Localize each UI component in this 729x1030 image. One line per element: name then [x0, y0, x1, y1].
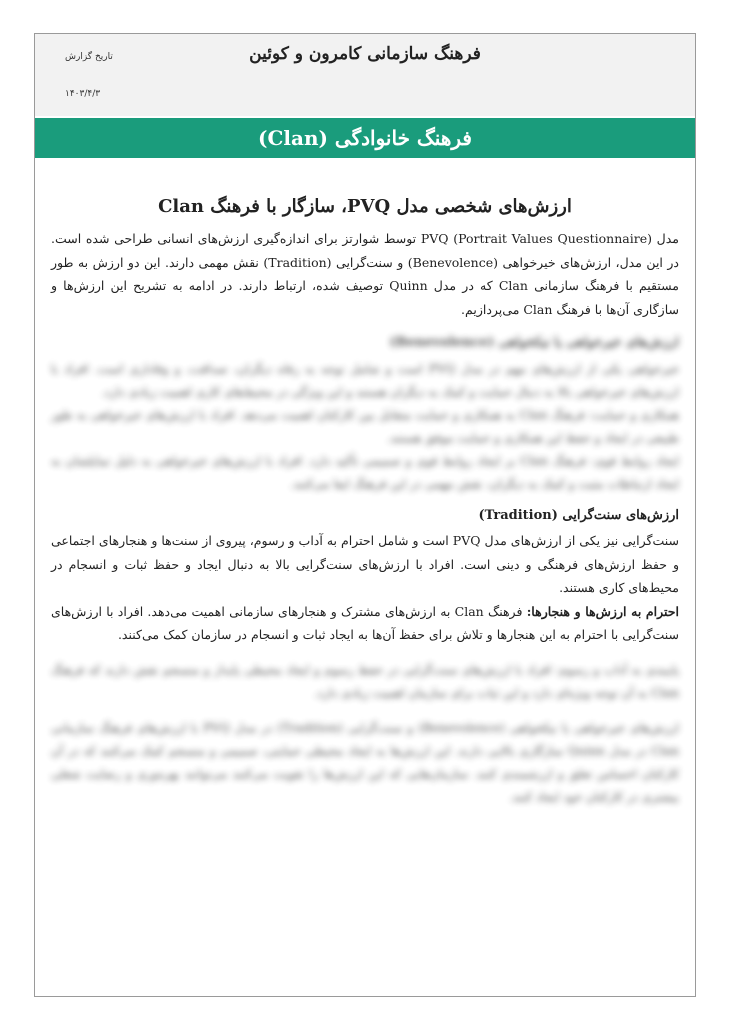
- document-page: [34, 33, 696, 997]
- respect-lead: احترام به ارزش‌ها و هنجارها:: [526, 603, 680, 619]
- tradition-heading: ارزش‌های سنت‌گرایی (Tradition): [478, 508, 679, 523]
- document-title: فرهنگ سازمانی کامرون و کوئین: [249, 44, 481, 64]
- report-date-label: تاریخ گزارش: [65, 52, 113, 62]
- tradition-paragraph: سنت‌گرایی نیز یکی از ارزش‌های مدل PVQ است و شامل احترام به آداب و رسوم، پیروی از سنت‌ها و هنجارهای اجتماعی و حفظ ارزش‌های فرهنگی و دینی است. افراد با ارزش‌های سنت‌گرایی بالا به دنبال ایجاد و حفظ ثبات و انسجام در محیط‌های کاری هستند.: [51, 533, 679, 595]
- section-heading: ارزش‌های شخصی مدل PVQ، سازگار با فرهنگ Clan: [158, 196, 572, 217]
- blurred-heading: ارزش‌های خیرخواهی یا نیکخواهی (Benevolence): [389, 335, 679, 350]
- document-content: [51, 158, 679, 809]
- blurred-paragraph: ارزش‌های خیرخواهی یا نیکخواهی (Benevolence) و سنت‌گرایی (Tradition) در مدل PVQ با ارزش‌های فرهنگ سازمانی Clan در مدل Quinn سازگاری بالایی دارند. این ارزش‌ها به ایجاد محیطی حمایتی، صمیمی و منسجم کمک می‌کنند که در آن کارکنان احساس تعلق و ارزشمندی کنند. سازمان‌هایی که این ارزش‌ها را تقویت می‌کنند می‌توانند بهره‌وری و رضایت شغلی بیشتری در کارکنان خود ایجاد کنند.: [51, 720, 679, 804]
- tradition-respect-paragraph: [51, 600, 679, 647]
- intro-paragraph: مدل PVQ (Portrait Values Questionnaire) توسط شوارتز برای اندازه‌گیری ارزش‌های انسانی طراحی شده است. در این مدل، ارزش‌های خیرخواهی (Benevolence) و سنت‌گرایی (Tradition) نقش مهمی دارند. این دو ارزش به طور مستقیم با فرهنگ سازمانی Clan که در مدل Quinn توصیف شده، ارتباط دارند. در ادامه به تشریح این ارزش‌ها و سازگاری آن‌ها با فرهنگ Clan می‌پردازیم.: [51, 231, 679, 317]
- blurred-paragraph: همکاری و حمایت: فرهنگ Clan به همکاری و حمایت متقابل بین کارکنان اهمیت می‌دهد. افراد با ارزش‌های خیرخواهی به طور طبیعی در ایجاد و حفظ این همکاری و حمایت موفق هستند.: [51, 408, 680, 445]
- report-date-value: ۱۴۰۳/۴/۳: [65, 89, 101, 99]
- blurred-paragraph: خیرخواهی یکی از ارزش‌های مهم در مدل PVQ است و شامل توجه به رفاه دیگران، صداقت، و وفاداری است. افراد با ارزش‌های خیرخواهی بالا به دنبال حمایت و کمک به دیگران هستند و این ویژگی در محیط‌های کاری اهمیت زیادی دارد.: [51, 362, 679, 399]
- blurred-paragraph: ایجاد روابط قوی: فرهنگ Clan بر ایجاد روابط قوی و صمیمی تأکید دارد. افراد با ارزش‌های خیرخواهی به دلیل تمایلشان به ایجاد ارتباطات مثبت و کمک به دیگران، نقش مهمی در این فرهنگ ایفا می‌کنند.: [51, 454, 680, 491]
- blurred-conclusion-section: [51, 659, 679, 809]
- section-banner: فرهنگ خانوادگی (Clan): [35, 118, 695, 158]
- respect-text: فرهنگ Clan به ارزش‌های مشترک و هنجارهای سازمانی اهمیت می‌دهد. افراد با ارزش‌های سنت‌گرایی با احترام به این هنجارها و تلاش برای حفظ آن‌ها به ایجاد ثبات و انسجام در سازمان کمک می‌کنند.: [51, 603, 679, 642]
- blurred-benevolence-section: [51, 335, 679, 496]
- document-header: [35, 34, 695, 116]
- blurred-paragraph: پایبندی به آداب و رسوم: افراد با ارزش‌های سنت‌گرایی در حفظ رسوم و ایجاد محیطی پایدار و منسجم نقش دارند که فرهنگ Clan به آن توجه ویژه‌ای دارد و این ثبات برای سازمان اهمیت زیادی دارد.: [51, 662, 679, 700]
